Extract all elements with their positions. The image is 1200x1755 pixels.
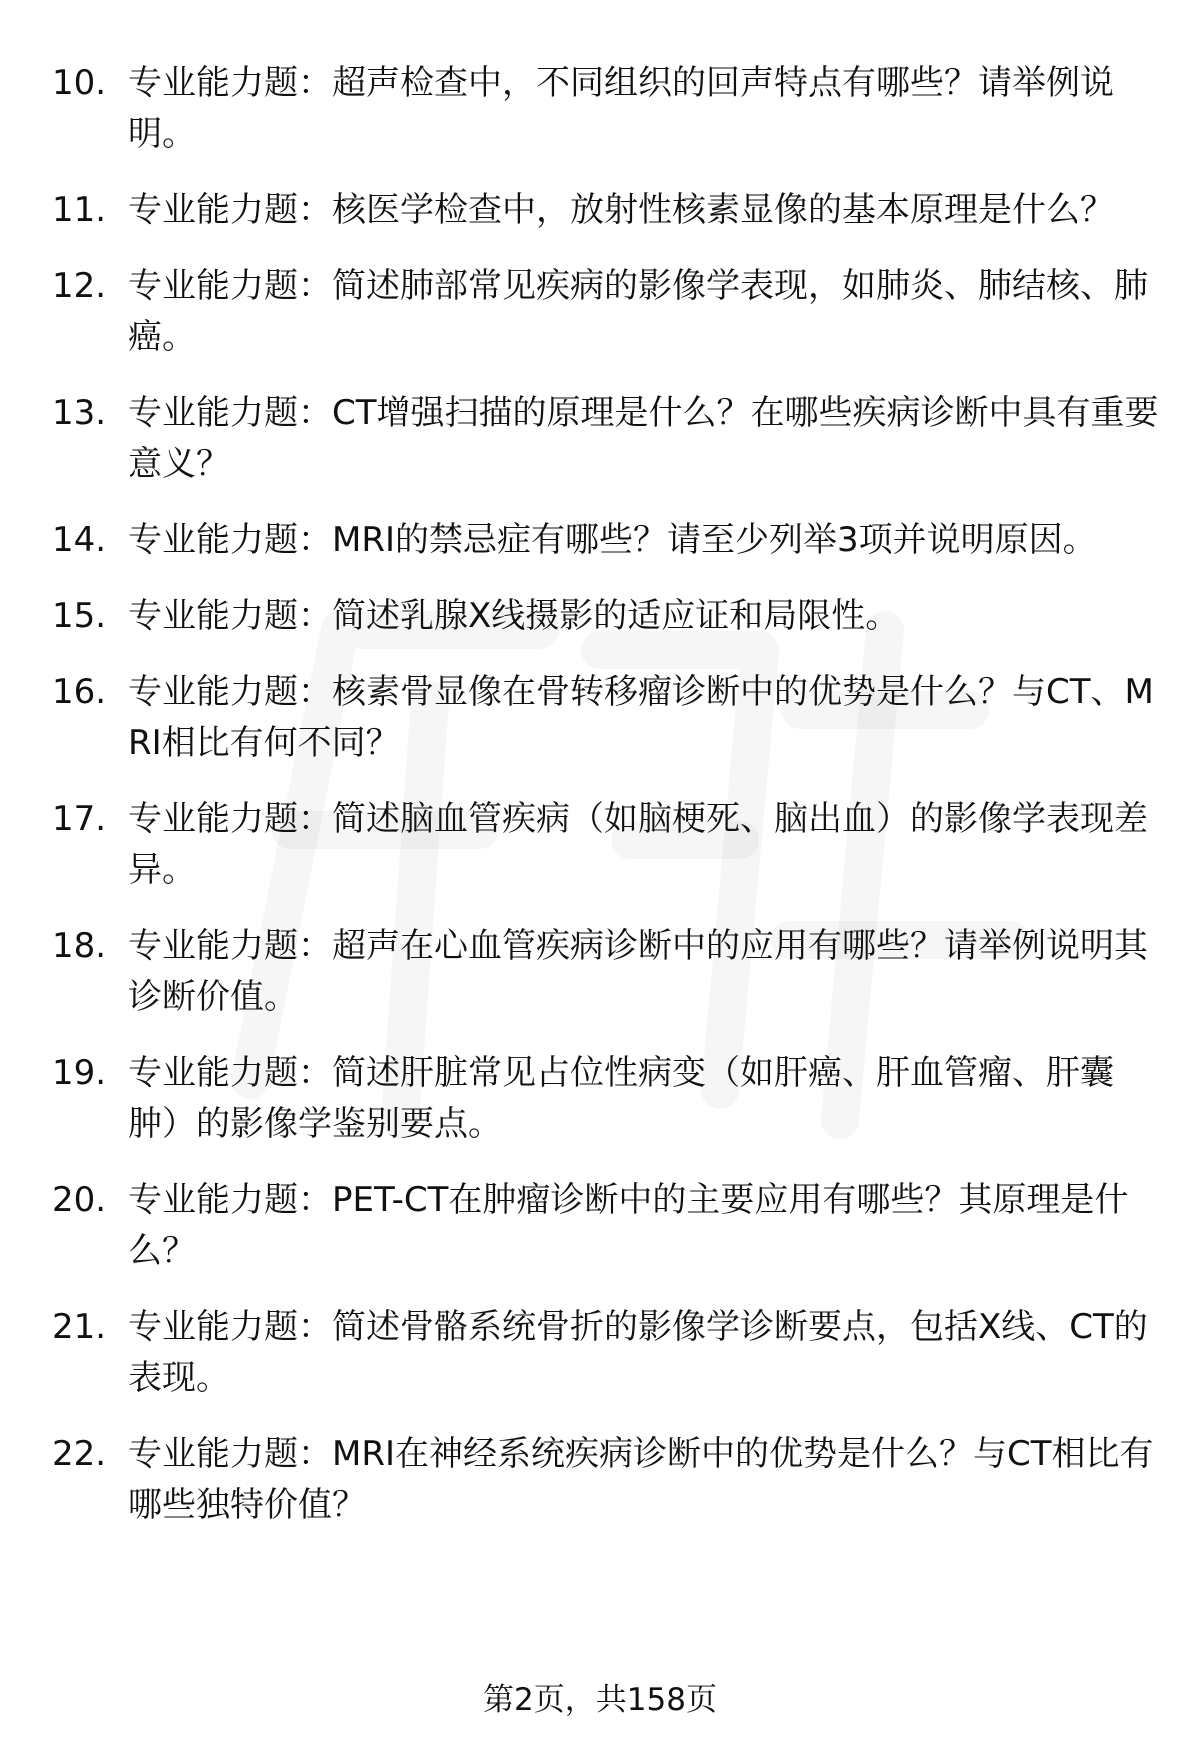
question-item [52, 261, 1162, 363]
question-text: 专业能力题：简述乳腺X线摄影的适应证和局限性。 [128, 596, 900, 636]
question-number: 12. [52, 266, 107, 306]
question-text: 专业能力题：简述肺部常见疾病的影像学表现，如肺炎、肺结核、肺癌。 [128, 266, 1148, 357]
question-number: 21. [52, 1307, 107, 1347]
question-number: 13. [52, 393, 107, 433]
question-item [52, 185, 1162, 236]
question-number: 10. [52, 63, 107, 103]
question-number: 14. [52, 520, 107, 560]
question-item [52, 388, 1162, 490]
question-text: 专业能力题：超声在心血管疾病诊断中的应用有哪些？请举例说明其诊断价值。 [128, 926, 1148, 1017]
question-text: 专业能力题：MRI的禁忌症有哪些？请至少列举3项并说明原因。 [128, 520, 1097, 560]
question-number: 20. [52, 1180, 107, 1220]
question-number: 15. [52, 596, 107, 636]
question-text: 专业能力题：超声检查中，不同组织的回声特点有哪些？请举例说明。 [128, 63, 1114, 154]
question-number: 22. [52, 1434, 107, 1474]
question-text: 专业能力题：PET-CT在肿瘤诊断中的主要应用有哪些？其原理是什么？ [128, 1180, 1129, 1271]
question-item [52, 667, 1162, 769]
question-item [52, 1175, 1162, 1277]
question-number: 16. [52, 672, 107, 712]
question-text: 专业能力题：简述骨骼系统骨折的影像学诊断要点，包括X线、CT的表现。 [128, 1307, 1148, 1398]
question-item [52, 1048, 1162, 1150]
question-text: 专业能力题：简述肝脏常见占位性病变（如肝癌、肝血管瘤、肝囊肿）的影像学鉴别要点。 [128, 1053, 1114, 1144]
question-number: 17. [52, 799, 107, 839]
question-text: 专业能力题：MRI在神经系统疾病诊断中的优势是什么？与CT相比有哪些独特价值？ [128, 1434, 1154, 1525]
question-number: 18. [52, 926, 107, 966]
question-item [52, 794, 1162, 896]
question-text: 专业能力题：核素骨显像在骨转移瘤诊断中的优势是什么？与CT、MRI相比有何不同？ [128, 672, 1154, 763]
page-footer: 第2页，共158页 [483, 1682, 717, 1718]
question-number: 11. [52, 190, 107, 230]
question-item [52, 1302, 1162, 1404]
question-item [52, 591, 1162, 642]
question-item [52, 515, 1162, 566]
question-item [52, 921, 1162, 1023]
question-text: 专业能力题：核医学检查中，放射性核素显像的基本原理是什么？ [128, 190, 1114, 230]
question-text: 专业能力题：简述脑血管疾病（如脑梗死、脑出血）的影像学表现差异。 [128, 799, 1148, 890]
question-number: 19. [52, 1053, 107, 1093]
question-item [52, 1429, 1162, 1531]
question-item [52, 58, 1162, 160]
question-list [52, 58, 1162, 1556]
question-text: 专业能力题：CT增强扫描的原理是什么？在哪些疾病诊断中具有重要意义？ [128, 393, 1159, 484]
